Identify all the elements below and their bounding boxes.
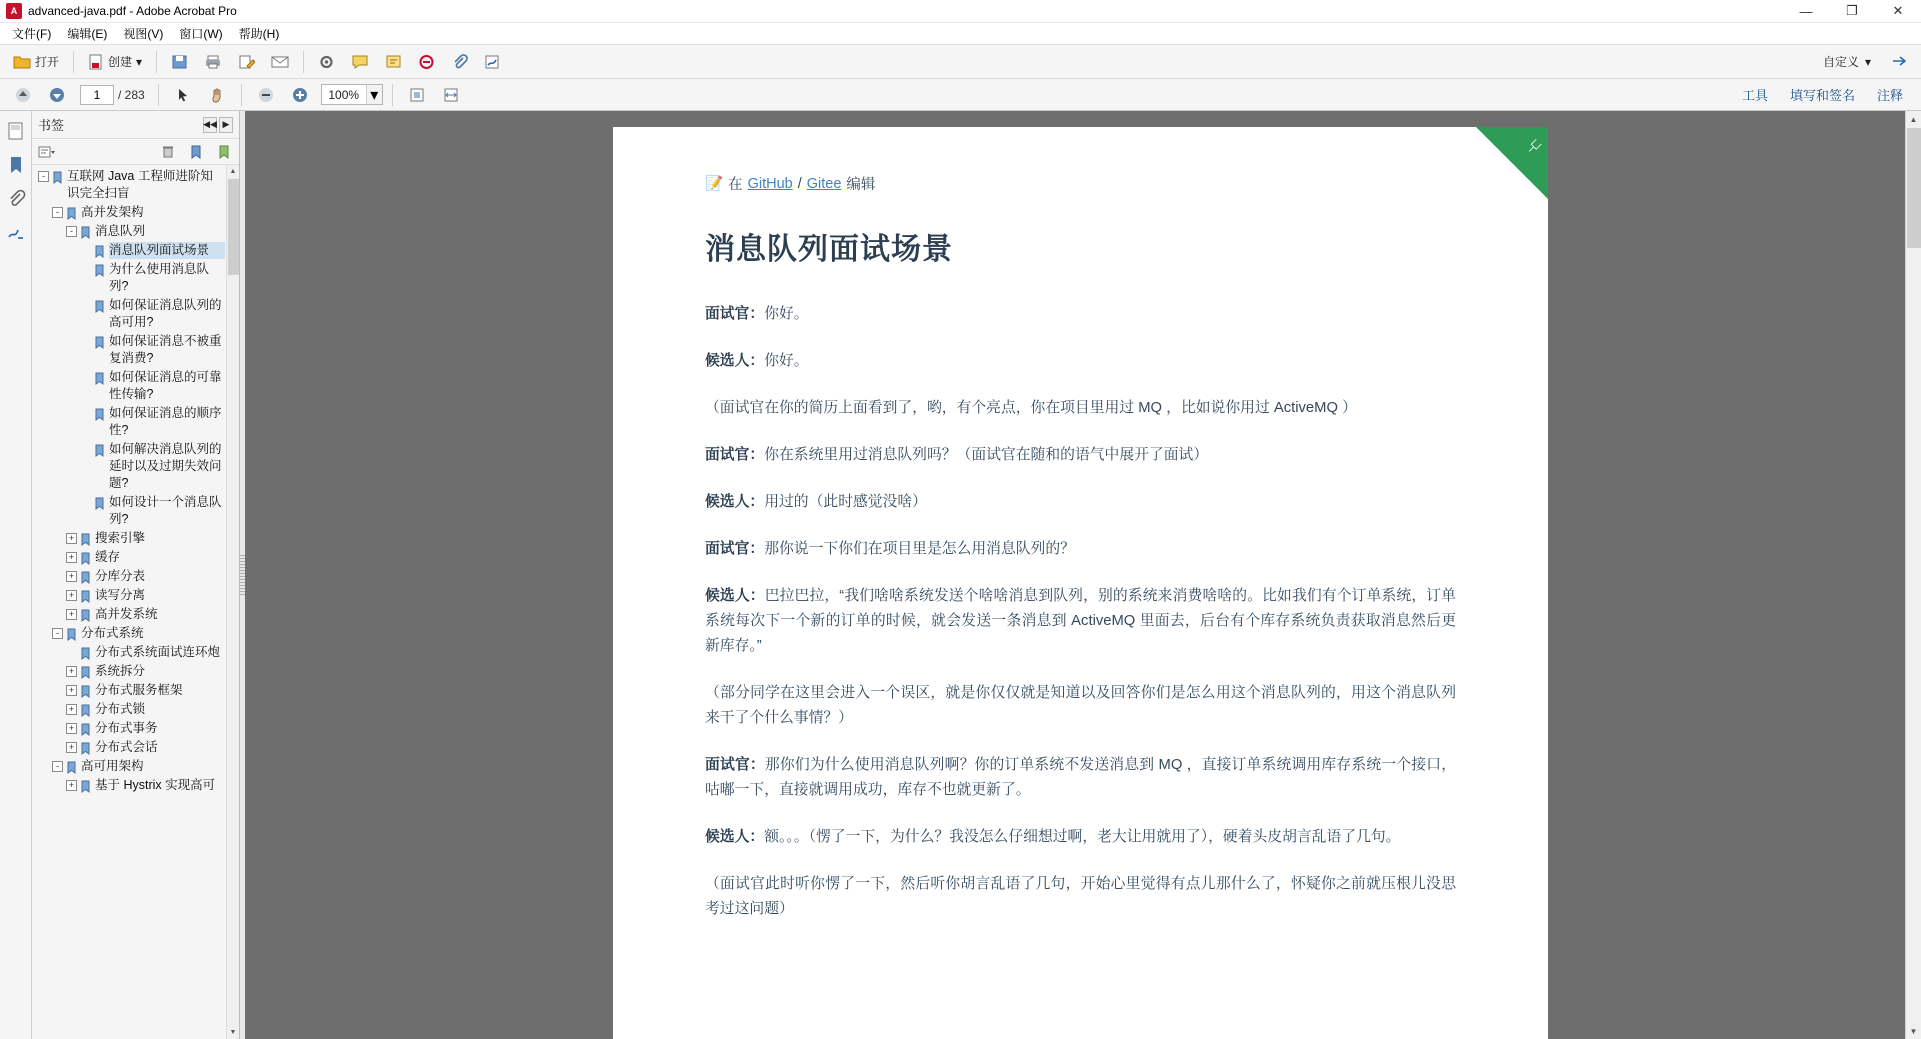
zoom-in-icon (292, 87, 308, 103)
bookmark-label: 分布式会话 (95, 740, 158, 754)
fork-icon: ⑂ (1521, 135, 1546, 160)
page-content (613, 127, 1548, 922)
bookmark-icon (79, 226, 92, 239)
pencil-icon: 📝 (705, 176, 724, 192)
bookmark-icon (79, 647, 92, 660)
bookmark-label: 读写分离 (95, 588, 146, 602)
github-link[interactable]: GitHub (747, 175, 793, 192)
page-thumbnails-icon[interactable] (4, 119, 28, 143)
edit-text-icon (238, 54, 255, 70)
bookmark-icon (65, 761, 78, 774)
bookmark-item[interactable] (32, 529, 239, 548)
bookmark-item[interactable] (32, 738, 239, 757)
bookmark-item[interactable] (32, 368, 239, 404)
toolbar-separator (158, 84, 159, 106)
expander-placeholder (80, 336, 91, 347)
close-button[interactable]: ✕ (1892, 3, 1904, 18)
speaker-label: 候选人： (705, 494, 765, 510)
bookmarks-toolbar (32, 139, 239, 165)
signatures-icon[interactable] (4, 221, 28, 245)
expander-toggle[interactable]: + (66, 666, 77, 677)
stamp-icon (418, 54, 435, 70)
toolbar-separator (303, 51, 304, 73)
next-page-button[interactable] (42, 82, 72, 108)
aside-line (705, 396, 1456, 421)
tools-button[interactable] (311, 49, 342, 75)
bookmark-label: 分库分表 (95, 569, 146, 583)
line-text: 你在系统里用过消息队列吗？（面试官在随和的语气中展开了面试） (764, 447, 1209, 463)
bookmark-label: 如何设计一个消息队列? (109, 495, 222, 526)
expand-icon (1890, 54, 1908, 70)
bookmark-item[interactable] (32, 440, 239, 493)
arrow-down-icon (49, 87, 65, 103)
menu-view[interactable]: 视图(V) (123, 27, 164, 41)
expander-placeholder (80, 497, 91, 508)
minimize-button[interactable]: — (1799, 3, 1813, 19)
bookmark-item[interactable] (32, 548, 239, 567)
line-text: 那你说一下你们在项目里是怎么用消息队列的？ (764, 541, 1075, 557)
bookmark-icon (79, 609, 92, 622)
sign-button[interactable] (477, 49, 508, 75)
expander-toggle[interactable]: - (38, 171, 49, 182)
hand-icon (209, 87, 225, 103)
scrollbar-thumb[interactable] (1907, 128, 1921, 248)
edit-prefix: 在 (728, 177, 743, 193)
menu-bar (0, 23, 1921, 45)
toolbar-separator (392, 84, 393, 106)
comment-button[interactable] (344, 49, 376, 75)
bookmarks-icon[interactable] (4, 153, 28, 177)
attachments-icon[interactable] (4, 187, 28, 211)
save-icon (171, 54, 188, 70)
aside-line (705, 872, 1456, 922)
edit-suffix: 编辑 (846, 177, 876, 193)
expand-panel-button[interactable]: ▶ (219, 117, 233, 133)
bookmark-item[interactable] (32, 776, 239, 795)
expander-toggle[interactable]: + (66, 533, 77, 544)
email-button[interactable] (264, 49, 296, 75)
zoom-level-box[interactable] (321, 84, 383, 105)
line-text: （面试官此时听你愣了一下，然后听你胡言乱语了几句，开始心里觉得有点儿那什么了，怀疑你之前就压根儿没思考过这问题） (705, 876, 1456, 917)
dialogue-line (705, 490, 1456, 515)
speaker-label: 候选人： (705, 829, 765, 845)
expander-placeholder (80, 300, 91, 311)
line-text: 额。。。（愣了一下，为什么？我没怎么仔细想过啊，老大让用就用了），硬着头皮胡言乱语了几句。 (764, 829, 1401, 845)
open-button[interactable] (6, 49, 66, 75)
bookmarks-list[interactable] (32, 165, 239, 1039)
speaker-label: 面试官： (705, 757, 765, 773)
bookmark-item-selected[interactable] (32, 241, 239, 260)
expander-toggle[interactable]: + (66, 571, 77, 582)
expander-placeholder (80, 264, 91, 275)
bookmark-label: 系统拆分 (95, 664, 146, 678)
bookmark-label: 互联网 Java 工程师进阶知识完全扫盲 (67, 169, 213, 200)
expander-toggle[interactable]: + (66, 704, 77, 715)
line-text: 你好。 (764, 306, 809, 322)
bookmarks-header-nav (203, 117, 233, 133)
previous-page-button[interactable] (8, 82, 38, 108)
expander-toggle[interactable]: - (52, 628, 63, 639)
line-text: （面试官在你的简历上面看到了，哟，有个亮点，你在项目里用过 MQ ，比如说你用过 ActiveMQ ） (705, 400, 1357, 416)
bookmark-item[interactable] (32, 662, 239, 681)
title-bar (0, 0, 1921, 23)
dialogue-line (705, 584, 1456, 659)
hand-tool-button[interactable] (202, 82, 232, 108)
bookmark-item[interactable] (32, 296, 239, 332)
scroll-up-arrow[interactable]: ▲ (227, 165, 239, 178)
bookmark-icon (79, 742, 92, 755)
navigation-toolbar (0, 79, 1921, 111)
customize-label: 自定义 (1822, 55, 1859, 69)
zoom-out-icon (258, 87, 274, 103)
menu-help[interactable]: 帮助(H) (238, 27, 280, 41)
bookmark-item[interactable] (32, 757, 239, 776)
expander-placeholder (66, 647, 77, 658)
bookmark-label: 消息队列 (95, 224, 146, 238)
fit-width-icon (443, 87, 459, 103)
bookmark-icon (65, 628, 78, 641)
chevron-down-icon: ▾ (1864, 54, 1871, 69)
document-scrollbar[interactable] (1905, 111, 1921, 1039)
bookmark-item[interactable] (32, 719, 239, 738)
expander-toggle[interactable]: + (66, 685, 77, 696)
bookmark-label: 如何保证消息的顺序性? (109, 406, 222, 437)
expander-toggle[interactable]: + (66, 742, 77, 753)
panel-splitter[interactable] (240, 111, 245, 1039)
collapse-panel-button[interactable]: ◀◀ (203, 117, 217, 133)
bookmark-icon (79, 704, 92, 717)
expander-toggle[interactable]: + (66, 723, 77, 734)
customize-button[interactable] (1817, 50, 1877, 73)
zoom-out-button[interactable] (251, 82, 281, 108)
bookmark-item[interactable] (32, 624, 239, 643)
print-button[interactable] (197, 49, 229, 75)
scroll-down-arrow[interactable]: ▼ (227, 1026, 239, 1039)
tools-link[interactable]: 工具 (1741, 88, 1768, 103)
menu-edit[interactable]: 编辑(E) (67, 27, 108, 41)
page-title: 消息队列面试场景 (705, 233, 953, 266)
menu-window[interactable]: 窗口(W) (179, 27, 223, 41)
create-icon (88, 54, 104, 70)
line-text: 你好。 (764, 353, 809, 369)
line-text: 那你们为什么使用消息队列啊？你的订单系统不发送消息到 MQ ，直接订单系统调用库存系统一个接口，咕嘟一下，直接就调用成功，库存不也就更新了。 (705, 757, 1456, 798)
bookmark-label: 分布式系统面试连环炮 (95, 645, 221, 659)
bookmark-icon (93, 245, 106, 258)
toolbar-separator (73, 51, 74, 73)
expander-placeholder (80, 372, 91, 383)
bookmark-item[interactable] (32, 493, 239, 529)
bookmark-label: 高并发系统 (95, 607, 158, 621)
expander-toggle[interactable]: + (66, 780, 77, 791)
nav-right-links (1742, 85, 1913, 104)
expander-toggle[interactable]: + (66, 552, 77, 563)
bookmark-item[interactable] (32, 167, 239, 203)
bookmark-item[interactable] (32, 567, 239, 586)
delete-bookmark-icon[interactable] (159, 143, 177, 161)
dialogue-line (705, 443, 1456, 468)
dialogue-line (705, 537, 1456, 562)
bookmark-icon (79, 552, 92, 565)
aside-line (705, 681, 1456, 731)
bookmark-icon (79, 685, 92, 698)
bookmark-label: 如何保证消息不被重复消费? (109, 334, 222, 365)
bookmark-icon (79, 780, 92, 793)
bookmark-item[interactable] (32, 203, 239, 222)
chevron-down-icon[interactable]: ▾ (366, 85, 382, 104)
bookmark-item[interactable] (32, 643, 239, 662)
bookmark-label: 高可用架构 (81, 759, 144, 773)
dialogue-line (705, 825, 1456, 850)
splitter-grip (240, 555, 245, 595)
zoom-in-button[interactable] (285, 82, 315, 108)
speaker-label: 候选人： (705, 588, 765, 604)
bookmark-icon (65, 207, 78, 220)
window-controls (1783, 0, 1921, 23)
bookmark-item[interactable] (32, 404, 239, 440)
bookmark-icon (79, 590, 92, 603)
bookmark-icon (51, 171, 64, 184)
expander-placeholder (80, 408, 91, 419)
bookmark-icon (93, 444, 106, 457)
page-number-box (80, 85, 145, 105)
dialogue-line (705, 302, 1456, 327)
expander-placeholder (80, 245, 91, 256)
expand-bookmarks-icon[interactable] (215, 143, 233, 161)
select-tool-button[interactable] (168, 82, 198, 108)
bookmarks-scrollbar[interactable] (226, 165, 239, 1039)
expander-toggle[interactable]: + (66, 609, 77, 620)
toolbar-separator (241, 84, 242, 106)
expander-toggle[interactable]: - (66, 226, 77, 237)
sticky-note-icon (385, 54, 402, 70)
comment-icon (351, 54, 369, 70)
speaker-label: 候选人： (705, 353, 765, 369)
bookmark-icon (79, 666, 92, 679)
menu-file[interactable]: 文件(F) (12, 27, 52, 41)
expander-toggle[interactable]: + (66, 590, 77, 601)
create-button-label: 创建 (108, 55, 133, 69)
save-button[interactable] (164, 49, 195, 75)
expand-toolbar-button[interactable] (1883, 49, 1915, 75)
bookmark-label: 消息队列面试场景 (109, 242, 225, 259)
zoom-level-value: 100% (328, 87, 360, 102)
expander-placeholder (80, 444, 91, 455)
bookmark-label: 如何保证消息队列的高可用? (109, 298, 222, 329)
gitee-link[interactable]: Gitee (806, 175, 842, 192)
expander-toggle[interactable]: - (52, 761, 63, 772)
bookmark-icon (93, 372, 106, 385)
edit-text-button[interactable] (231, 49, 262, 75)
bookmark-item[interactable] (32, 586, 239, 605)
bookmarks-header (32, 111, 239, 139)
sign-icon (484, 54, 501, 70)
bookmark-icon (93, 300, 106, 313)
create-button[interactable] (81, 49, 149, 75)
speaker-label: 面试官： (705, 306, 765, 322)
open-folder-icon (13, 54, 31, 70)
expander-toggle[interactable]: - (52, 207, 63, 218)
arrow-up-icon (15, 87, 31, 103)
toolbar-separator (156, 51, 157, 73)
bookmark-item[interactable] (32, 332, 239, 368)
open-button-label: 打开 (35, 55, 60, 69)
cursor-icon (175, 87, 191, 103)
fill-and-sign-link[interactable]: 填写和签名 (1789, 88, 1855, 103)
bookmark-label: 基于 Hystrix 实现高可 (95, 778, 216, 792)
print-icon (204, 54, 222, 70)
bookmark-label: 分布式系统 (81, 626, 144, 640)
bookmark-item[interactable] (32, 222, 239, 241)
line-text: 巴拉巴拉，“我们啥啥系统发送个啥啥消息到队列，别的系统来消费啥啥的。比如我们有个订单系统，订单系统每次下一个新的订单的时候，就会发送一条消息到 ActiveMQ 里面去，后台有个库存系统负责获取消息然后更新库存。” (705, 588, 1456, 654)
bookmarks-title: 书签 (38, 118, 65, 133)
bookmark-icon (93, 497, 106, 510)
navigation-rail (0, 111, 32, 1039)
edit-separator: / (797, 175, 802, 192)
bookmark-item[interactable] (32, 700, 239, 719)
attach-button[interactable] (444, 49, 475, 75)
bookmark-icon (79, 723, 92, 736)
edit-on-line (705, 173, 1456, 194)
bookmark-icon (93, 336, 106, 349)
comment-link[interactable]: 注释 (1876, 88, 1903, 103)
window-title: advanced-java.pdf - Adobe Acrobat Pro (28, 4, 237, 18)
bookmark-item[interactable] (32, 605, 239, 624)
main-toolbar (0, 45, 1921, 79)
fit-page-button[interactable] (402, 82, 432, 108)
bookmark-icon (79, 533, 92, 546)
bookmark-label: 如何解决消息队列的延时以及过期失效问题? (109, 442, 222, 490)
pdf-page (613, 127, 1548, 1039)
bookmark-icon (93, 408, 106, 421)
fit-width-button[interactable] (436, 82, 466, 108)
maximize-button[interactable]: ❐ (1846, 3, 1858, 18)
email-icon (271, 54, 289, 70)
bookmark-label: 如何保证消息的可靠性传输? (109, 370, 222, 401)
bookmark-label: 分布式事务 (95, 721, 158, 735)
bookmark-icon (93, 264, 106, 277)
bookmark-item[interactable] (32, 681, 239, 700)
line-text: 用过的（此时感觉没啥） (764, 494, 927, 510)
paperclip-icon (451, 54, 468, 70)
toolbar-right (1817, 49, 1915, 75)
page-number-input[interactable] (80, 85, 114, 105)
speaker-label: 面试官： (705, 447, 765, 463)
page-total-label: / 283 (118, 87, 145, 102)
bookmark-label: 高并发架构 (81, 205, 144, 219)
fit-page-icon (409, 87, 425, 103)
stamp-button[interactable] (411, 49, 442, 75)
bookmark-label: 缓存 (95, 550, 121, 564)
chevron-down-icon: ▾ (136, 54, 143, 69)
speaker-label: 面试官： (705, 541, 765, 557)
bookmarks-panel (32, 111, 240, 1039)
acrobat-icon: A (6, 3, 22, 19)
bookmark-item[interactable] (32, 260, 239, 296)
sticky-note-button[interactable] (378, 49, 409, 75)
gear-icon (318, 54, 335, 70)
bookmark-icon (79, 571, 92, 584)
scrollbar-thumb[interactable] (228, 179, 239, 275)
document-view[interactable] (240, 111, 1921, 1039)
new-bookmark-icon[interactable] (187, 143, 205, 161)
bookmark-label: 为什么使用消息队列? (109, 262, 210, 293)
bookmark-label: 分布式服务框架 (95, 683, 183, 697)
workspace (0, 111, 1921, 1039)
line-text: （部分同学在这里会进入一个误区，就是你仅仅就是知道以及回答你们是怎么用这个消息队列的，用这个消息队列来干了个什么事情？） (705, 685, 1456, 726)
bookmark-options-icon[interactable] (38, 143, 56, 161)
dialogue-line (705, 753, 1456, 803)
scroll-up-arrow[interactable]: ▲ (1906, 111, 1921, 127)
bookmark-label: 分布式锁 (95, 702, 146, 716)
bookmark-label: 搜索引擎 (95, 531, 146, 545)
scroll-down-arrow[interactable]: ▼ (1906, 1023, 1921, 1039)
dialogue-line (705, 349, 1456, 374)
